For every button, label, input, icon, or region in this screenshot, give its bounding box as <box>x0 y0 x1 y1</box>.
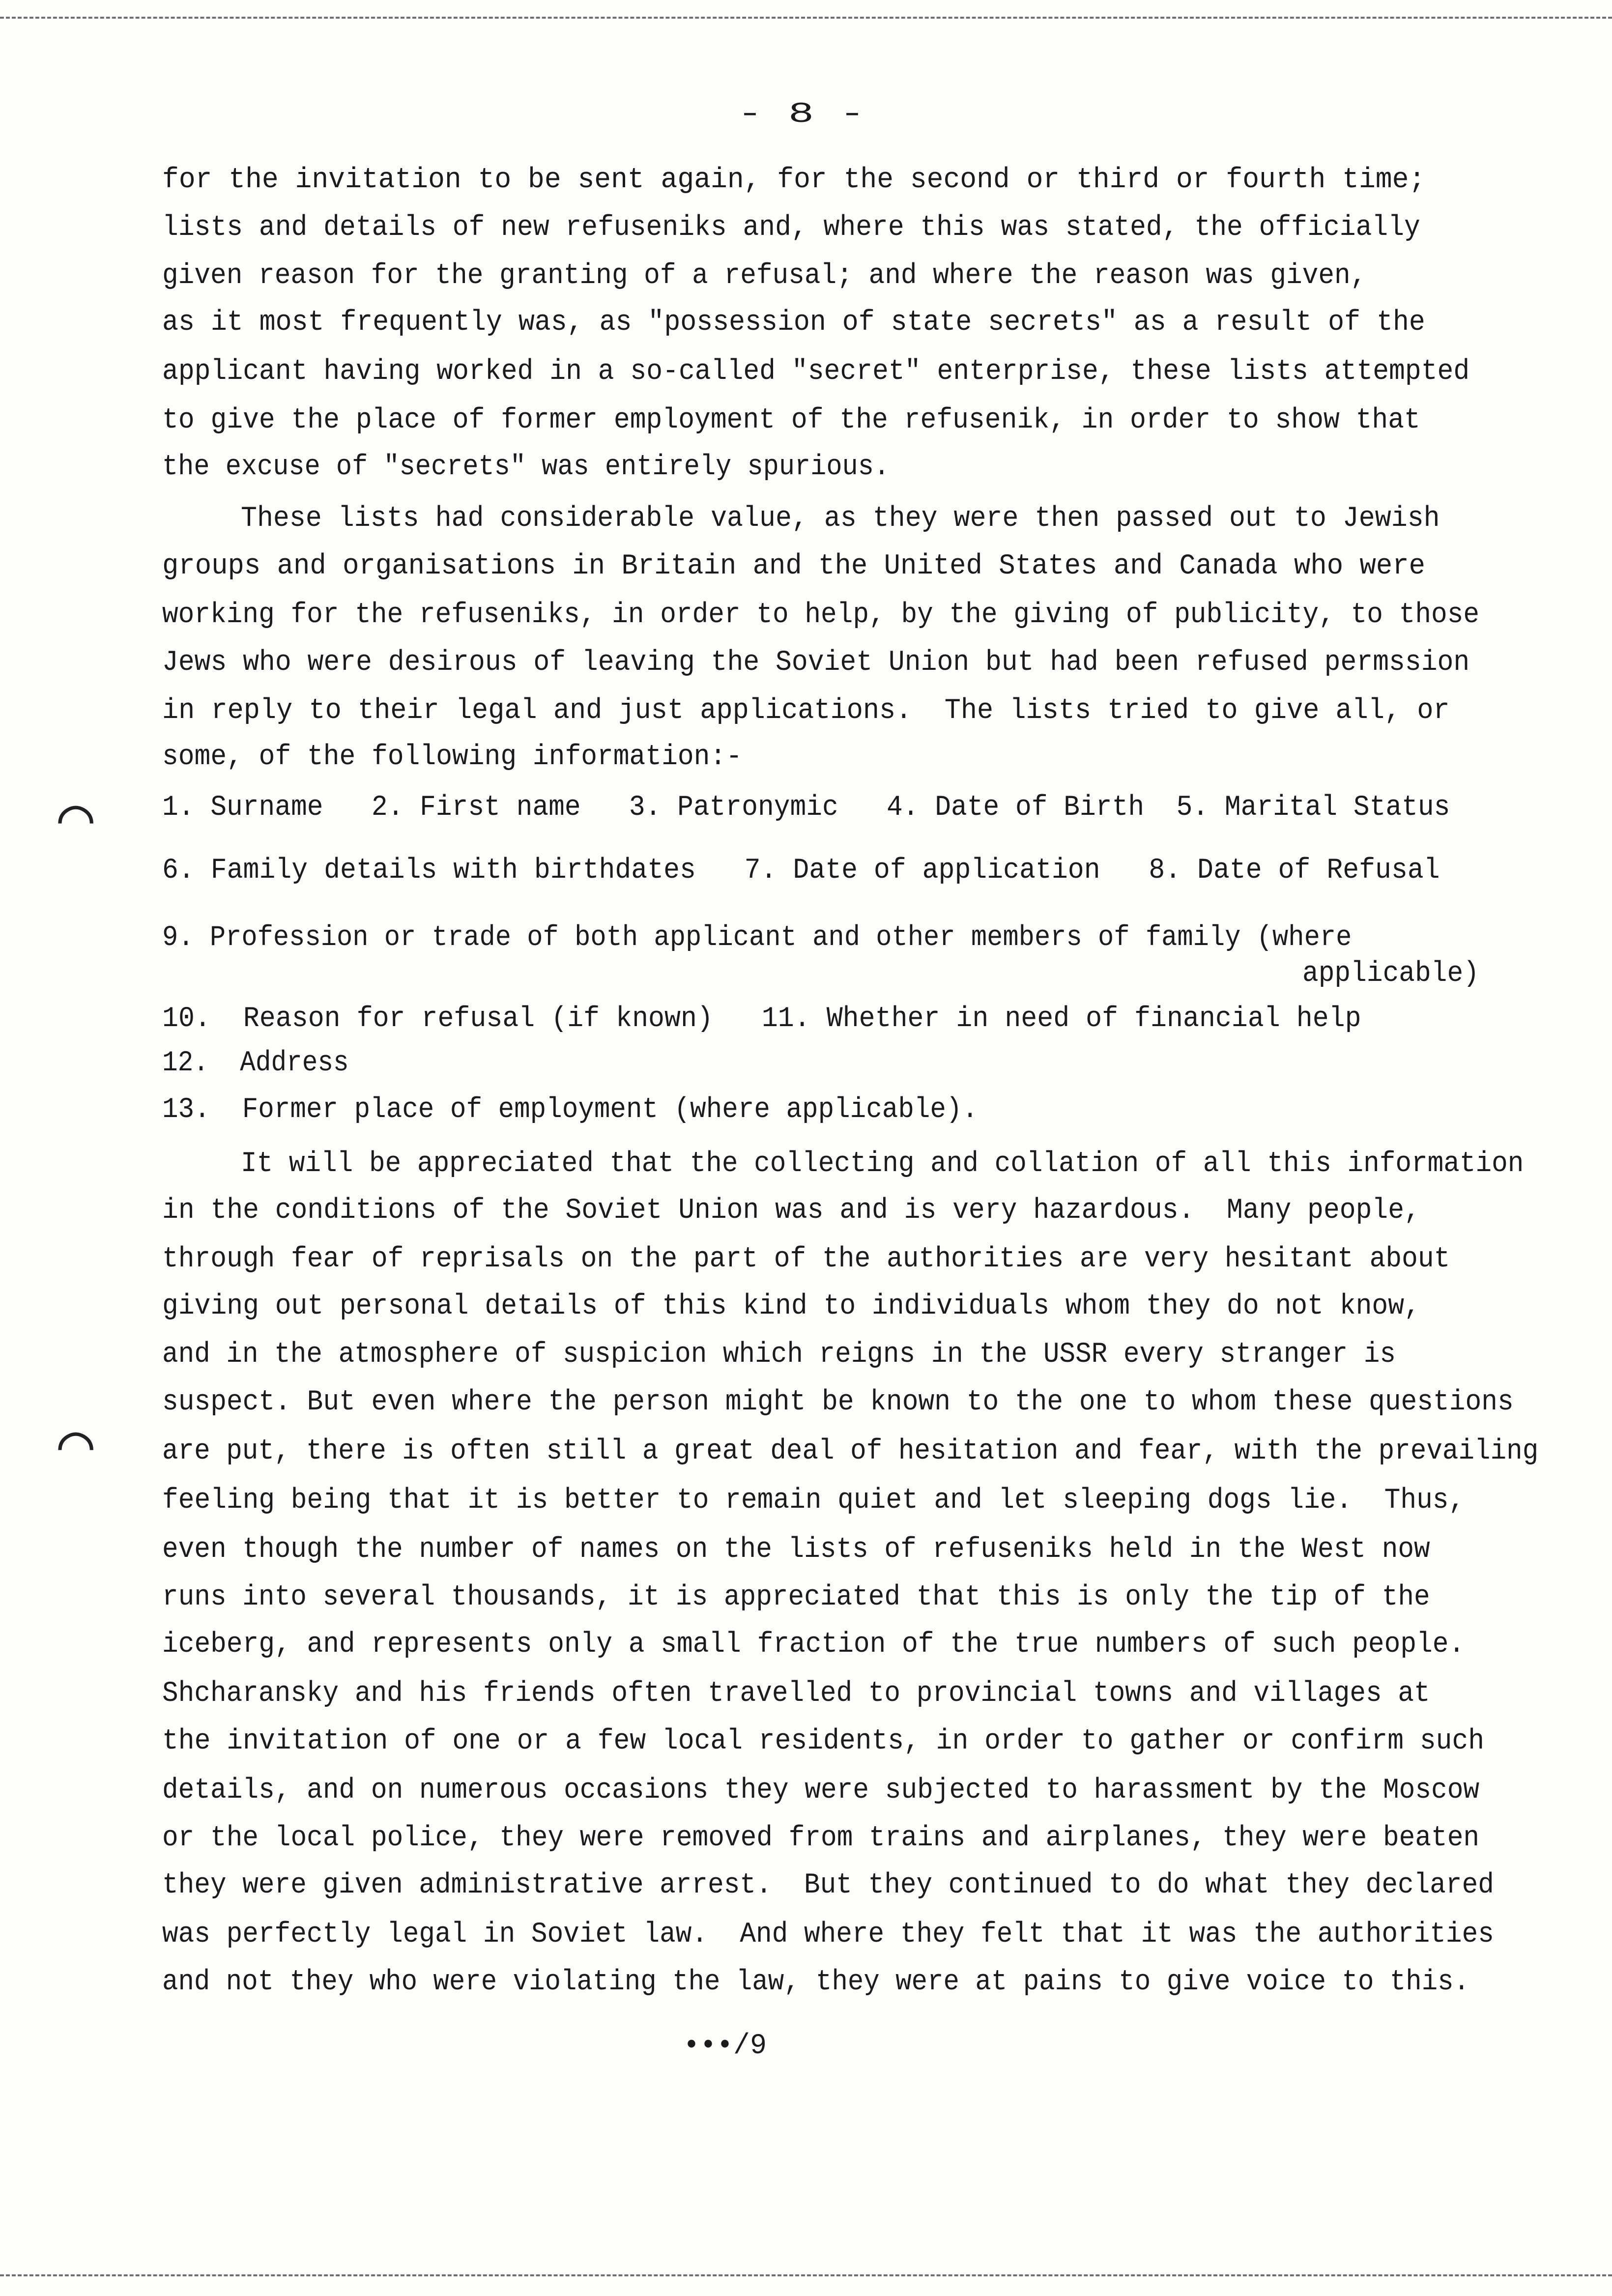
bottom-edge-rule <box>0 2274 1612 2276</box>
text-line: suspect. But even where the person might be known to the one to whom these questions <box>162 1386 1514 1418</box>
punch-hole-mark: ⌒ <box>58 1414 94 1481</box>
top-edge-rule <box>0 17 1612 19</box>
text-line: or the local police, they were removed from trains and airplanes, they were beaten <box>162 1822 1480 1854</box>
text-line: Jews who were desirous of leaving the Soviet Union but had been refused permssion <box>162 647 1470 679</box>
punch-hole-mark: ⌒ <box>58 787 94 854</box>
text-line: 1. Surname 2. First name 3. Patronymic 4. Date of Birth 5. Marital Status <box>162 792 1450 824</box>
text-line: giving out personal details of this kind to individuals whom they do not know, <box>162 1291 1420 1322</box>
text-line: 6. Family details with birthdates 7. Date of application 8. Date of Refusal <box>162 855 1440 887</box>
text-line: working for the refuseniks, in order to help, by the giving of publicity, to those <box>162 599 1480 631</box>
text-line: 13. Former place of employment (where applicable). <box>162 1094 979 1126</box>
text-line: It will be appreciated that the collecting and collation of all this information <box>241 1148 1524 1180</box>
text-line: applicant having worked in a so-called "secret" enterprise, these lists attempted <box>162 356 1470 388</box>
text-line: applicable) <box>1302 958 1479 990</box>
text-line: lists and details of new refuseniks and, where this was stated, the officially <box>162 212 1420 244</box>
text-line: some, of the following information:- <box>162 741 743 773</box>
text-line: These lists had considerable value, as they were then passed out to Jewish <box>241 503 1440 535</box>
text-line: 9. Profession or trade of both applicant and other members of family (where <box>162 922 1352 954</box>
text-line: the invitation of one or a few local residents, in order to gather or confirm such <box>162 1725 1485 1757</box>
text-line: even though the number of names on the lists of refuseniks held in the West now <box>162 1534 1430 1566</box>
text-line: 12. Address <box>162 1047 349 1079</box>
continuation-marker: •••/9 <box>683 2030 767 2062</box>
text-line: and in the atmosphere of suspicion which reigns in the USSR every stranger is <box>162 1339 1396 1371</box>
text-line: are put, there is often still a great deal of hesitation and fear, with the prevailing <box>162 1435 1539 1467</box>
text-line: for the invitation to be sent again, for the second or third or fourth time; <box>162 164 1426 196</box>
page-number: - 8 - <box>737 99 865 131</box>
text-line: to give the place of former employment of the refusenik, in order to show that <box>162 404 1420 436</box>
text-line: as it most frequently was, as "possession of state secrets" as a result of the <box>162 307 1425 339</box>
text-line: was perfectly legal in Soviet law. And where they felt that it was the authorities <box>162 1919 1494 1951</box>
text-line: given reason for the granting of a refusal; and where the reason was given, <box>162 260 1367 292</box>
text-line: details, and on numerous occasions they were subjected to harassment by the Moscow <box>162 1775 1480 1807</box>
text-line: in the conditions of the Soviet Union was and is very hazardous. Many people, <box>162 1195 1420 1227</box>
text-line: and not they who were violating the law, they were at pains to give voice to this. <box>162 1966 1470 1998</box>
text-line: through fear of reprisals on the part of the authorities are very hesitant about <box>162 1243 1450 1275</box>
text-line: the excuse of "secrets" was entirely spurious. <box>162 451 890 483</box>
text-line: Shcharansky and his friends often travelled to provincial towns and villages at <box>162 1678 1430 1710</box>
text-line: in reply to their legal and just applications. The lists tried to give all, or <box>162 695 1450 727</box>
text-line: runs into several thousands, it is appreciated that this is only the tip of the <box>162 1581 1430 1613</box>
text-line: iceberg, and represents only a small fraction of the true numbers of such people. <box>162 1629 1465 1661</box>
text-line: 10. Reason for refusal (if known) 11. Whether in need of financial help <box>162 1003 1361 1035</box>
text-line: groups and organisations in Britain and the United States and Canada who were <box>162 550 1426 582</box>
text-line: feeling being that it is better to remain quiet and let sleeping dogs lie. Thus, <box>162 1485 1465 1517</box>
text-line: they were given administrative arrest. But they continued to do what they declared <box>162 1869 1494 1901</box>
